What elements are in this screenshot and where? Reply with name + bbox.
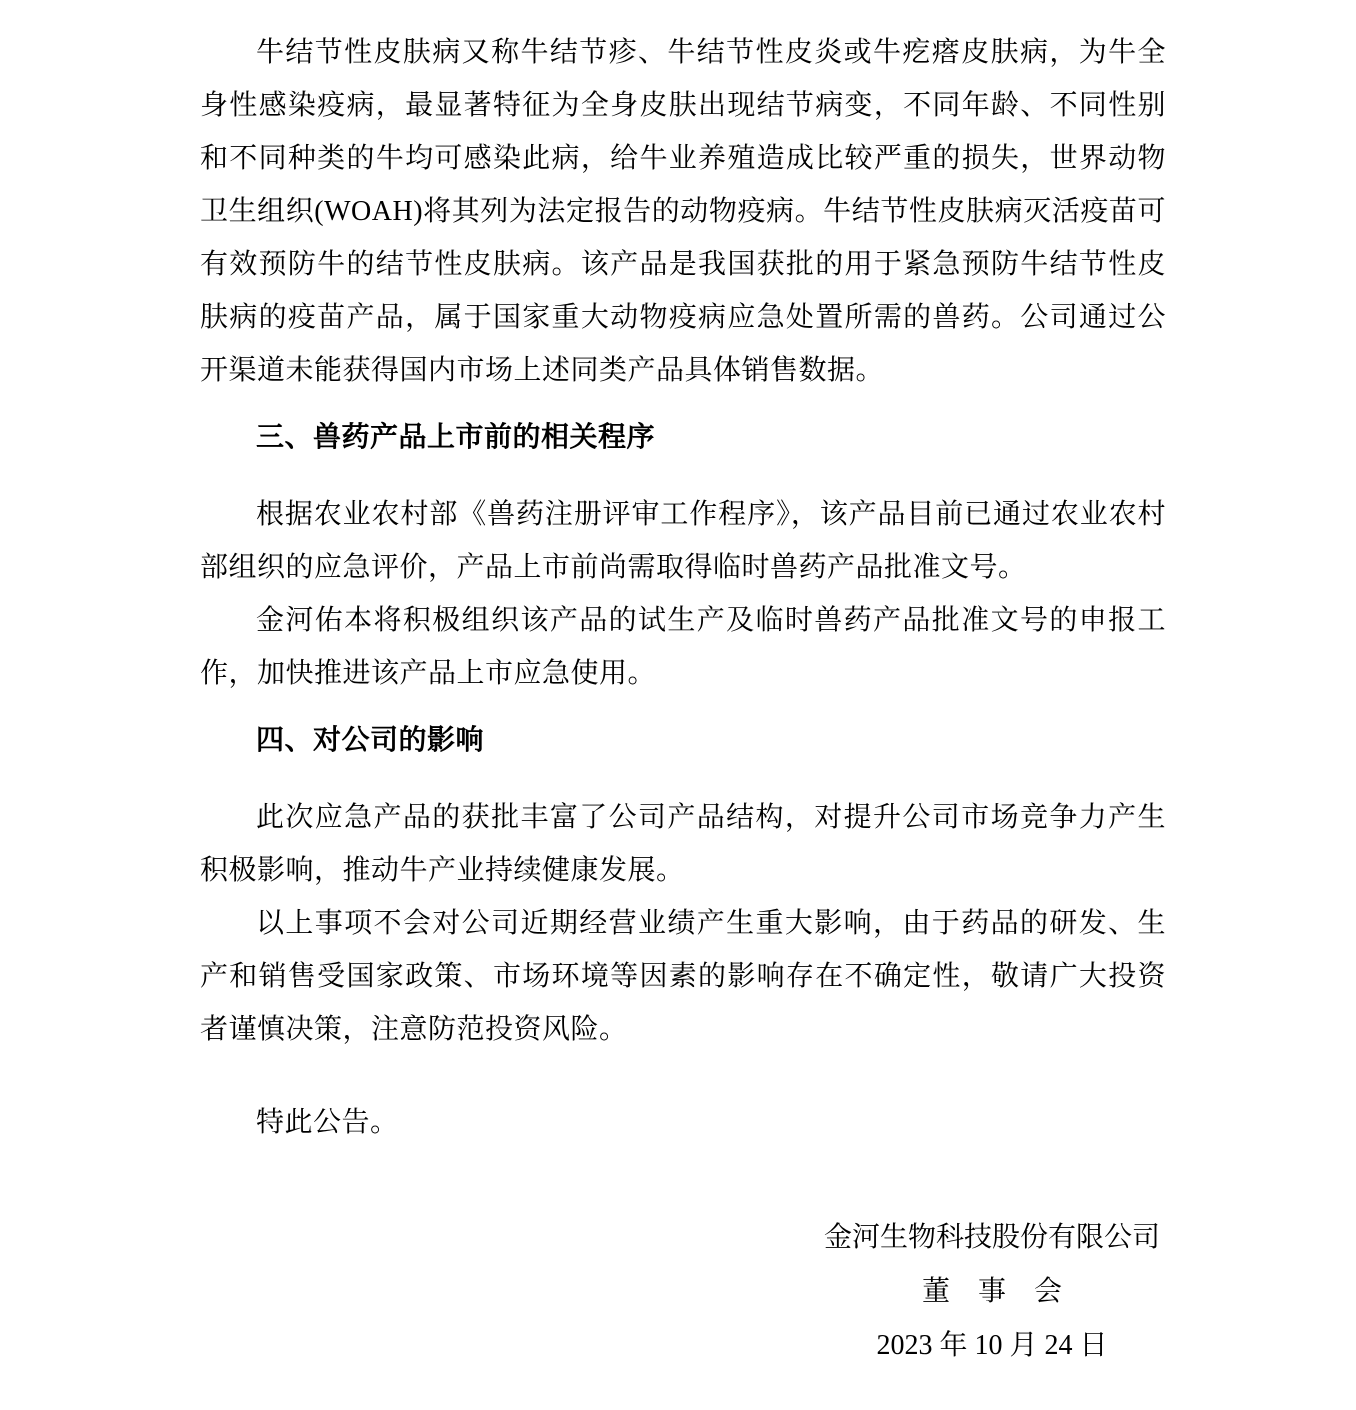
- paragraph-company-impact: 此次应急产品的获批丰富了公司产品结构，对提升公司市场竞争力产生积极影响，推动牛产业持续健康发展。: [200, 802, 1166, 886]
- document-body: [200, 26, 1166, 1373]
- paragraph-announcement-closing: 特此公告。: [256, 1107, 399, 1138]
- section-heading-4-company-impact: 四、对公司的影响: [256, 725, 485, 756]
- signature-inner: [824, 1211, 1160, 1373]
- signature-board-of-directors: 董 事 会: [921, 1276, 1062, 1307]
- signature-date: 2023 年 10 月 24 日: [876, 1330, 1108, 1361]
- paragraph-pre-market-procedure: 根据农业农村部《兽药注册评审工作程序》，该产品目前已通过农业农村部组织的应急评价，产品上市前尚需取得临时兽药产品批准文号。: [200, 499, 1166, 583]
- paragraph-jinhe-youben-plan: 金河佑本将积极组织该产品的试生产及临时兽药产品批准文号的申报工作，加快推进该产品上市应急使用。: [200, 605, 1166, 689]
- signature-block: [200, 1211, 1166, 1373]
- paragraph-disease-overview: 牛结节性皮肤病又称牛结节疹、牛结节性皮炎或牛疙瘩皮肤病，为牛全身性感染疫病，最显著特征为全身皮肤出现结节病变，不同年龄、不同性别和不同种类的牛均可感染此病，给牛业养殖造成比较严重的损失，世界动物卫生组织(WOAH)将其列为法定报告的动物疫病。牛结节性皮肤病灭活疫苗可有效预防牛的结节性皮肤病。该产品是我国获批的用于紧急预防牛结节性皮肤病的疫苗产品，属于国家重大动物疫病应急处置所需的兽药。公司通过公开渠道未能获得国内市场上述同类产品具体销售数据。: [200, 37, 1166, 386]
- section-heading-3-pre-market-procedure: 三、兽药产品上市前的相关程序: [256, 422, 656, 453]
- signature-company-name: 金河生物科技股份有限公司: [823, 1222, 1160, 1253]
- paragraph-risk-notice: 以上事项不会对公司近期经营业绩产生重大影响，由于药品的研发、生产和销售受国家政策、市场环境等因素的影响存在不确定性，敬请广大投资者谨慎决策，注意防范投资风险。: [200, 908, 1166, 1045]
